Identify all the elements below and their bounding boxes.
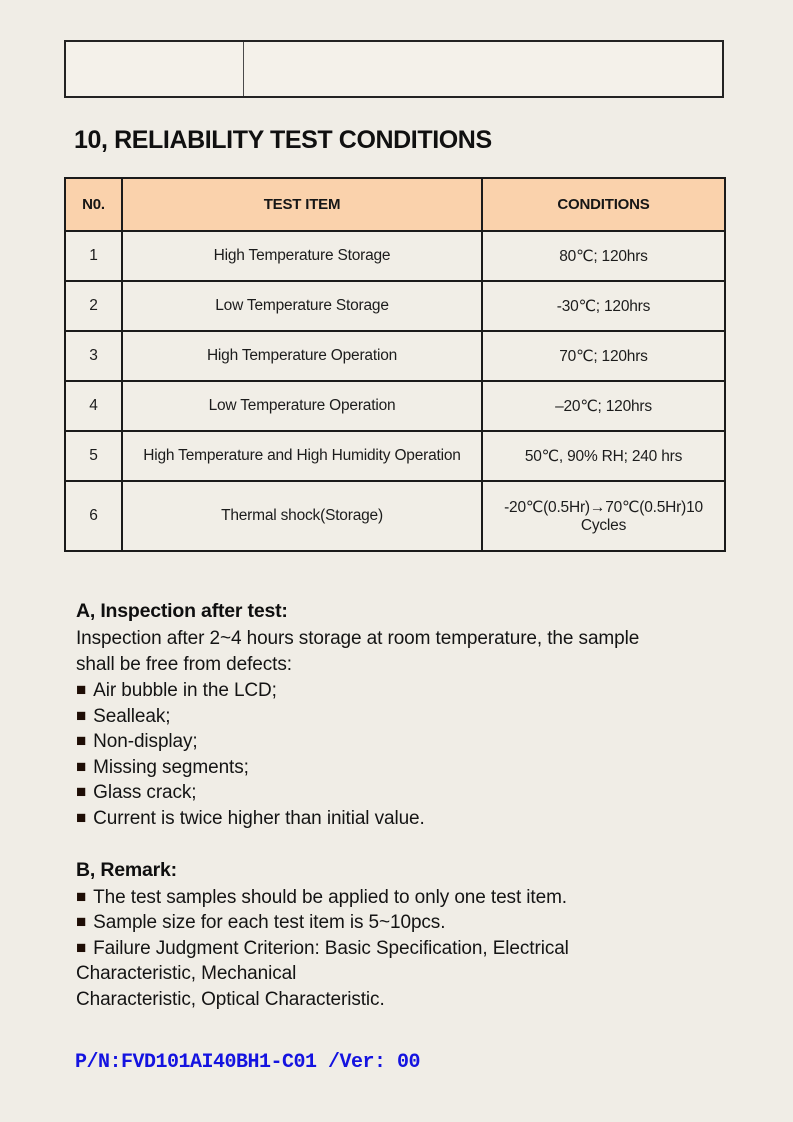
bullet-square-icon: ■ bbox=[76, 807, 87, 827]
header-box-left-cell bbox=[66, 42, 244, 96]
list-item-text: Sealleak; bbox=[93, 705, 171, 727]
bullet-square-icon: ■ bbox=[76, 756, 87, 776]
list-item-text: Air bubble in the LCD; bbox=[93, 680, 277, 701]
cell-test-item: Thermal shock(Storage) bbox=[122, 481, 482, 551]
cell-conditions: –20℃; 120hrs bbox=[482, 381, 725, 431]
section-a-intro-line: shall be free from defects: bbox=[76, 654, 292, 675]
cell-test-item: Low Temperature Storage bbox=[122, 281, 482, 331]
list-item bbox=[76, 678, 726, 704]
cell-no: 5 bbox=[65, 431, 122, 481]
list-item-continuation: Characteristic, Optical Characteristic. bbox=[76, 988, 385, 1010]
list-item-text: Non-display; bbox=[93, 731, 198, 753]
cell-conditions: -20℃(0.5Hr)→70℃(0.5Hr)10 Cycles bbox=[482, 481, 725, 551]
page-title: 10, RELIABILITY TEST CONDITIONS bbox=[74, 126, 492, 154]
bullet-square-icon: ■ bbox=[76, 937, 87, 957]
list-item bbox=[76, 936, 726, 962]
list-item bbox=[76, 780, 726, 806]
list-item bbox=[76, 755, 726, 781]
header-box-right-cell bbox=[244, 42, 722, 96]
table-row bbox=[65, 431, 725, 481]
list-item-continuation: Characteristic, Mechanical bbox=[76, 963, 297, 985]
cell-test-item: High Temperature Operation bbox=[122, 331, 482, 381]
cell-test-item: High Temperature Storage bbox=[122, 231, 482, 281]
column-header-conditions: CONDITIONS bbox=[482, 178, 725, 231]
cell-no: 3 bbox=[65, 331, 122, 381]
cell-no: 6 bbox=[65, 481, 122, 551]
bullet-square-icon: ■ bbox=[76, 680, 87, 699]
list-item-text: Failure Judgment Criterion: Basic Specification, Electrical bbox=[93, 937, 569, 959]
part-number: P/N:FVD101AI40BH1-C01 /Ver: 00 bbox=[75, 1051, 421, 1074]
list-item bbox=[76, 806, 726, 832]
cell-no: 1 bbox=[65, 231, 122, 281]
list-item-text: The test samples should be applied to only one test item. bbox=[93, 886, 567, 908]
column-header-no: N0. bbox=[65, 178, 122, 231]
reliability-test-table bbox=[64, 177, 726, 552]
section-b-heading: B, Remark: bbox=[76, 858, 177, 881]
list-item-text: Sample size for each test item is 5~10pcs. bbox=[93, 912, 446, 934]
cell-test-item: Low Temperature Operation bbox=[122, 381, 482, 431]
list-item-text: Glass crack; bbox=[93, 782, 197, 804]
bullet-square-icon: ■ bbox=[76, 705, 87, 725]
bullet-square-icon: ■ bbox=[76, 886, 87, 906]
list-item bbox=[76, 704, 726, 730]
list-item bbox=[76, 729, 726, 755]
list-item-text: Missing segments; bbox=[93, 756, 249, 778]
cell-conditions: -30℃; 120hrs bbox=[482, 281, 725, 331]
list-item bbox=[76, 910, 726, 936]
cell-no: 2 bbox=[65, 281, 122, 331]
cell-no: 4 bbox=[65, 381, 122, 431]
table-row bbox=[65, 231, 725, 281]
header-box bbox=[64, 40, 724, 98]
table-row bbox=[65, 331, 725, 381]
table-row bbox=[65, 481, 725, 551]
cell-conditions: 70℃; 120hrs bbox=[482, 331, 725, 381]
bullet-square-icon: ■ bbox=[76, 782, 87, 802]
table-row bbox=[65, 381, 725, 431]
bullet-square-icon: ■ bbox=[76, 731, 87, 751]
table-row bbox=[65, 281, 725, 331]
cell-test-item: High Temperature and High Humidity Operation bbox=[122, 431, 482, 481]
cell-conditions: 80℃; 120hrs bbox=[482, 231, 725, 281]
table-header-row bbox=[65, 178, 725, 231]
list-item-text: Current is twice higher than initial value. bbox=[93, 807, 425, 829]
section-a-intro-line: Inspection after 2~4 hours storage at room temperature, the sample bbox=[76, 628, 640, 649]
section-a-heading: A, Inspection after test: bbox=[76, 600, 288, 622]
column-header-test-item: TEST ITEM bbox=[122, 178, 482, 231]
list-item bbox=[76, 885, 726, 911]
notes-sections bbox=[76, 600, 726, 1013]
cell-conditions: 50℃, 90% RH; 240 hrs bbox=[482, 431, 725, 481]
bullet-square-icon: ■ bbox=[76, 912, 87, 932]
